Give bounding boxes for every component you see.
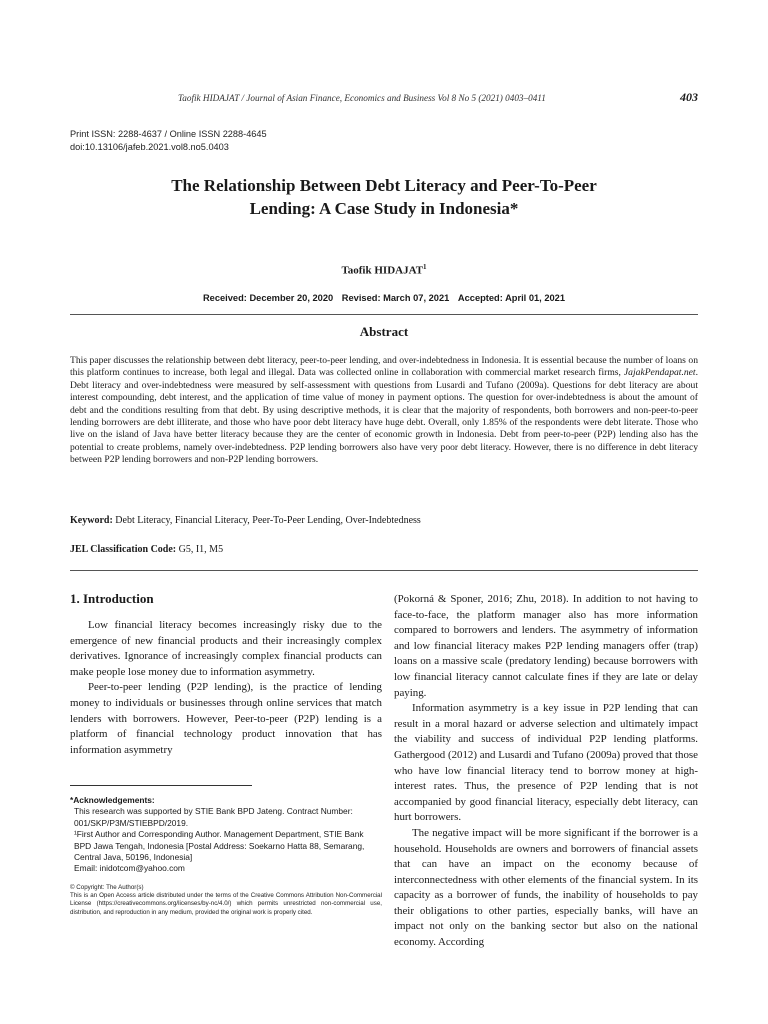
author-footnote: ¹First Author and Corresponding Author. Management Department, STIE Bank BPD Jawa Tengah, Indonesia [Postal Address: Soekarno Hatta 88, Semarang, Central Java, 50196, Indonesia] (74, 829, 365, 863)
issn-line: Print ISSN: 2288-4637 / Online ISSN 2288-4645 (70, 129, 267, 139)
jel-codes (70, 544, 698, 555)
paragraph: Low financial literacy becomes increasingly risky due to the emergence of new financial products and their increasingly complex derivatives. Ignorance of increasingly complex financial products can make people lose money due to information asymmetry. (70, 619, 382, 678)
received-date: Received: December 20, 2020 (202, 293, 334, 303)
paper-title-line-2: Lending: A Case Study in Indonesia* (249, 199, 519, 218)
paragraph: (Pokorná & Sponer, 2016; Zhu, 2018). In addition to not having to face-to-face, the platform manager also has more information compared to borrowers and lenders. The asymmetry of information and low financial literacy makes P2P lending managers offer (trap) loans on a massive scale (predatory lending) because borrowers with low financial literacy cannot calculate fines if they are late or delay paying. (394, 593, 698, 699)
author-email[interactable]: Email: inidotcom@yahoo.com (74, 863, 185, 874)
abstract-website: JajakPendapat.net (623, 367, 696, 379)
keywords (70, 515, 698, 526)
abstract-body (70, 355, 698, 467)
paper-title (70, 174, 698, 220)
accepted-date: Accepted: April 01, 2021 (457, 293, 566, 303)
section-heading-introduction: 1. Introduction (70, 591, 154, 606)
author-name: Taofik HIDAJAT (341, 264, 424, 277)
right-column (394, 592, 698, 951)
revised-date: Revised: March 07, 2021 (341, 293, 450, 303)
abstract-top-rule (70, 314, 698, 315)
paragraph: Information asymmetry is a key issue in P2P lending that can result in a moral hazard or adverse selection and ultimately impact the viability and success of individual P2P lending platforms. Gathergood (2012) and Lusardi and Tufano (2009a) proved that those who have low financial literacy tend to borrow money at high-interest rates. Thus, the presence of P2P lending that is not accompanied by good financial literacy, especially debt literacy, can hurt borrowers. (394, 702, 698, 824)
running-header (70, 92, 698, 108)
paragraph: The negative impact will be more significant if the borrower is a household. Households are owners and borrowers of financial assets that can have an impact on the economy because of interconnectedness with other elements of the financial system. In its capacity as a borrower of funds, the inability of households to pay their obligations to other parties, especially banks, will have an impact not only on the banking sector but also on the national economy. According (394, 826, 698, 949)
license-text: This is an Open Access article distributed under the terms of the Creative Commons Attribution Non-Commercial License (https://creativecommons.org/licenses/by-nc/4.0/) which permits unrestricted non-commercial use, distribution, and reproduction in any medium, provided the original work is properly cited. (70, 892, 382, 916)
paper-title-line-1: The Relationship Between Debt Literacy and Peer-To-Peer (171, 176, 597, 195)
keywords-text: Debt Literacy, Financial Literacy, Peer-To-Peer Lending, Over-Indebtedness (112, 515, 421, 526)
running-title: Taofik HIDAJAT / Journal of Asian Finance, Economics and Business Vol 8 No 5 (2021) 0403–0411 (178, 93, 546, 103)
paragraph: Peer-to-peer lending (P2P lending), is the practice of lending money to individuals or businesses through online services that match lenders with borrowers. However, Peer-to-peer (P2P) lending is a platform of financial technology product innovation that has information asymmetry (70, 681, 382, 756)
copyright-line: © Copyright: The Author(s) (70, 884, 144, 891)
abstract-text-part-1: This paper discusses the relationship between debt literacy, peer-to-peer lending, and over-indebtedness in Indonesia. It is essential because the number of loans on this platform continues to increase, both legal and illegal. Data was collected online in collaboration with commercial market research firms, (70, 355, 698, 379)
author-superscript: 1 (423, 263, 427, 271)
left-column (70, 618, 382, 758)
abstract-heading: Abstract (359, 324, 409, 339)
jel-label: JEL Classification Code: (70, 544, 177, 555)
footnote-rule (70, 785, 252, 786)
abstract-bottom-rule (70, 570, 698, 571)
jel-text: G5, I1, M5 (176, 544, 224, 555)
abstract-text-part-2: . Debt literacy and over-indebtedness were measured by self-assessment with questions from Lusardi and Tufano (2009a). Questions for debt literacy are about interest compounding, debt interest, and the application of time value of money in payment options. The question for over-indebtedness is about the amount of debt and the conditions resulting from that debt. By using descriptive methods, it is clear that the majority of respondents, both borrowers and non-peer-to-peer lending borrowers are debt illiterate, and those who have poor debt literacy have huge debt. Overall, only 1.85% of the respondents were debt literate. Those who live on the island of Java have better literacy because they are the center of economic growth in Indonesia. Debt from peer-to-peer (P2P) lending also has the potential to create problems, namely over-indebtedness. P2P lending borrowers also have very poor debt literacy. However, there is no difference in debt literacy between P2P lending borrowers and non-P2P lending borrowers. (70, 367, 698, 466)
submission-dates (70, 293, 698, 303)
page-number: 403 (680, 90, 698, 104)
doi-line[interactable]: doi:10.13106/jafeb.2021.vol8.no5.0403 (70, 142, 229, 152)
copyright-notice (70, 884, 382, 917)
acknowledgements-text: This research was supported by STIE Bank BPD Jateng. Contract Number: 001/SKP/P3M/STIEBPD/2019. (74, 806, 353, 828)
issn-block (70, 128, 267, 154)
acknowledgements-heading: *Acknowledgements: (70, 795, 155, 805)
footnotes (70, 795, 382, 875)
author-line (70, 263, 698, 277)
keywords-label: Keyword: (70, 515, 113, 526)
